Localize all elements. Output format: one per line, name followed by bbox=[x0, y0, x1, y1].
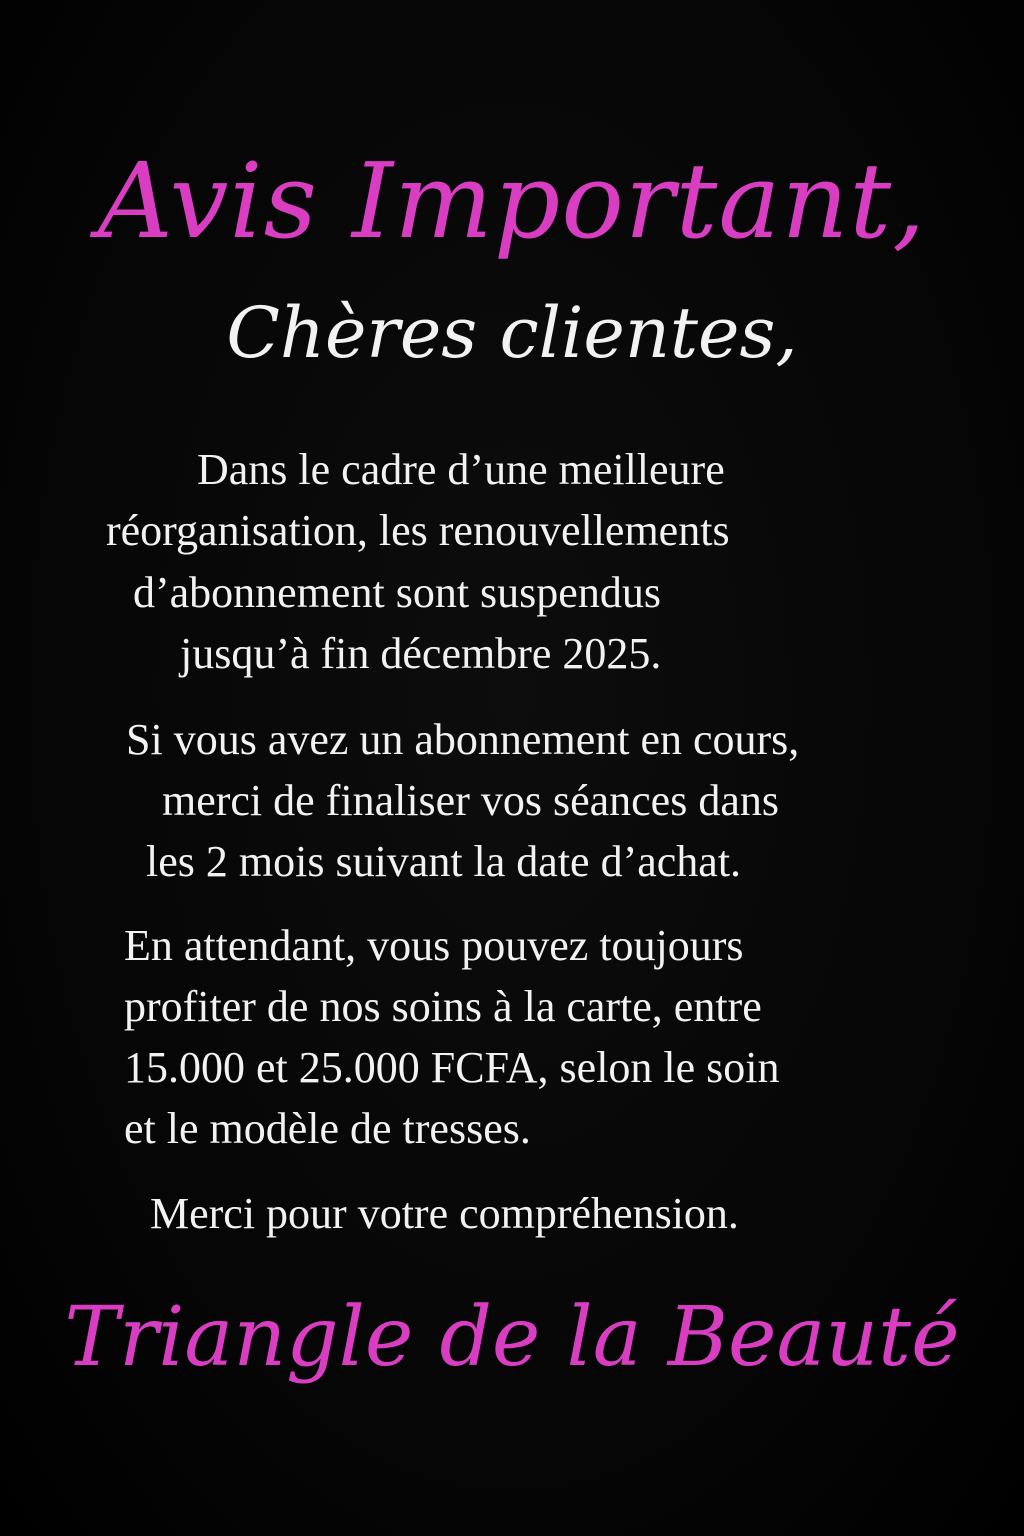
paragraph-1-line-1: Dans le cadre d’une meilleure bbox=[197, 445, 725, 494]
paragraph-1-line-3: d’abonnement sont suspendus bbox=[133, 568, 661, 617]
paragraph-2-line-1: Si vous avez un abonnement en cours, bbox=[126, 715, 800, 764]
closing-line: Merci pour votre compréhension. bbox=[150, 1189, 739, 1238]
paragraph-2-line-2: merci de finaliser vos séances dans bbox=[162, 776, 779, 825]
paragraph-3-line-1: En attendant, vous pouvez toujours bbox=[124, 921, 744, 970]
paragraph-1-line-4: jusqu’à fin décembre 2025. bbox=[180, 629, 662, 678]
signature: Triangle de la Beauté bbox=[64, 1290, 960, 1385]
paragraph-3-line-2: profiter de nos soins à la carte, entre bbox=[124, 982, 762, 1031]
paragraph-2-line-3: les 2 mois suivant la date d’achat. bbox=[146, 837, 742, 886]
paragraph-3-line-4: et le modèle de tresses. bbox=[124, 1104, 531, 1153]
salutation: Chères clientes, bbox=[226, 292, 798, 374]
headline: Avis Important, bbox=[97, 140, 927, 262]
paragraph-1-line-2: réorganisation, les renouvellements bbox=[106, 506, 730, 555]
paragraph-3-line-3: 15.000 et 25.000 FCFA, selon le soin bbox=[124, 1043, 780, 1092]
